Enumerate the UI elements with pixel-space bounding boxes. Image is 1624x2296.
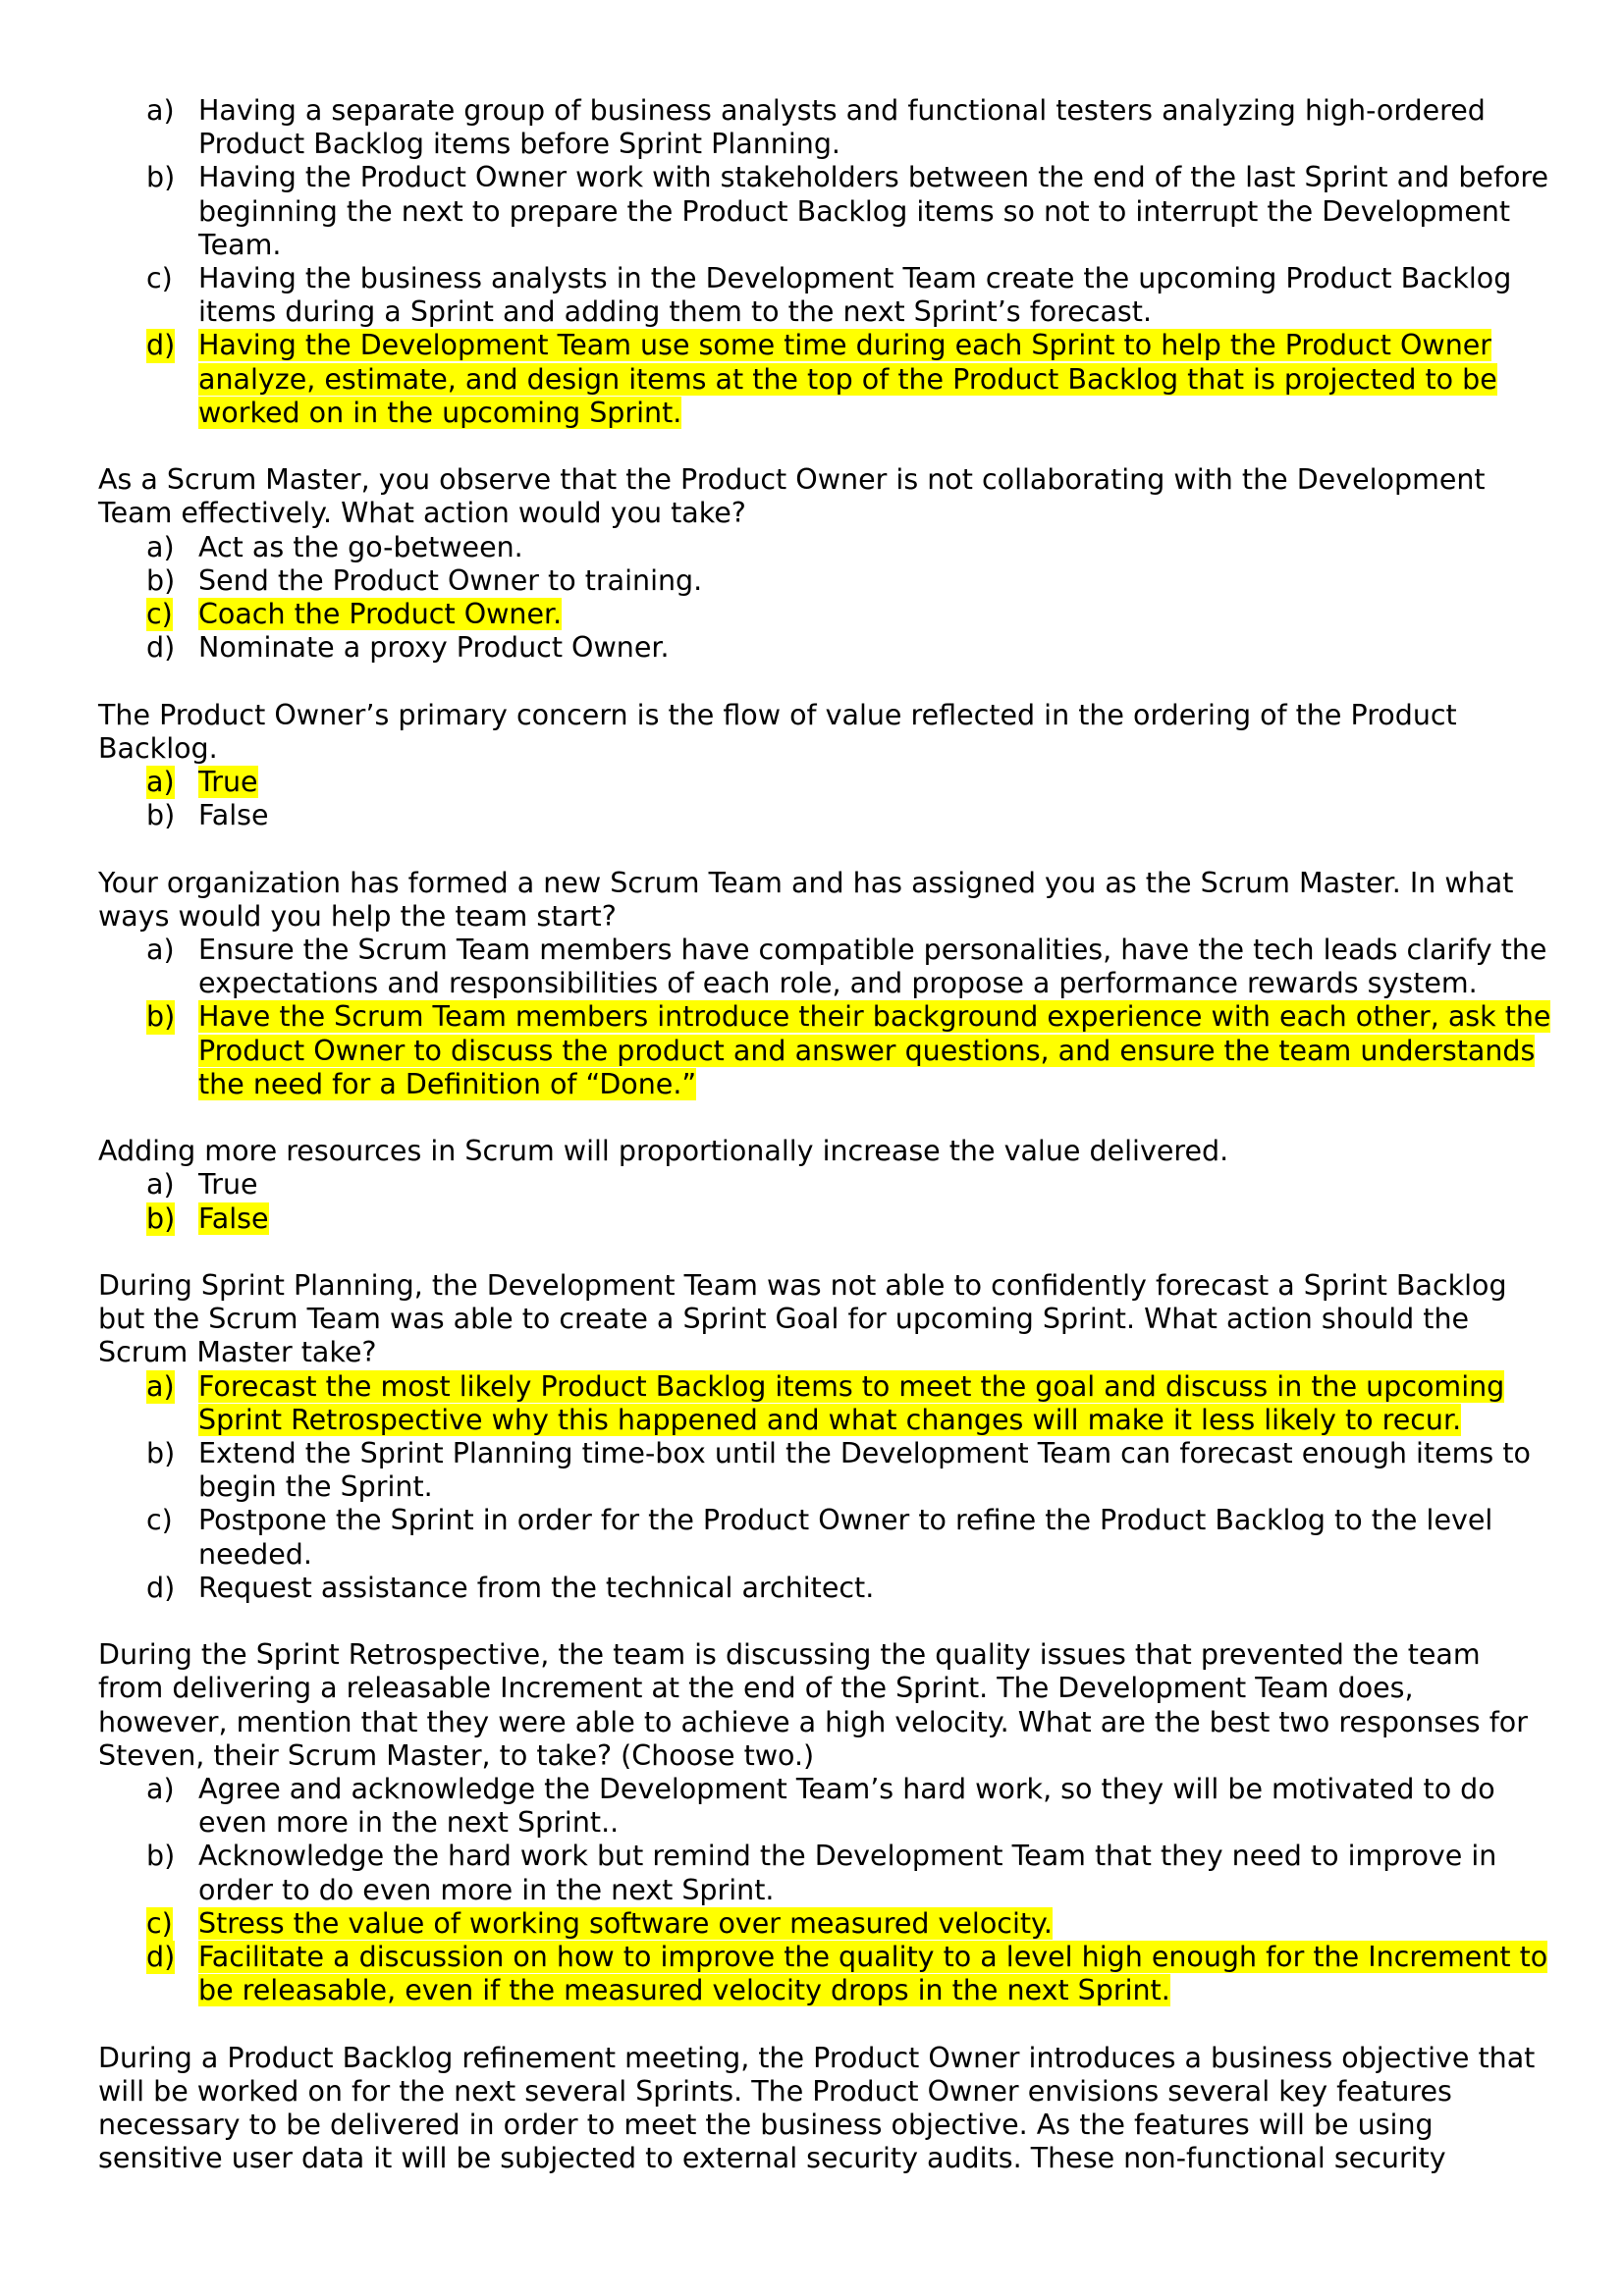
option-text-highlighted: Having the Development Team use some time during each Sprint to help the Product Owner analyze, estimate, and design items at the top of the Product Backlog that is projected to be worked on in the upcoming Sprint.: [198, 329, 1497, 429]
option-c: [98, 1504, 1551, 1571]
option-label: a): [146, 1369, 175, 1403]
option-text: Having the Product Owner work with stakeholders between the end of the last Sprint and before beginning the next to prepare the Product Backlog items so not to interrupt the Development Team.: [198, 161, 1549, 261]
option-label: c): [146, 1504, 173, 1537]
option-b: [98, 564, 1551, 598]
document-page: [98, 94, 1551, 2175]
question-stem: During Sprint Planning, the Development Team was not able to confidently forecast a Sprint Backlog but the Scrum Team was able to create a Sprint Goal for upcoming Sprint. What action should the Scrum Master take?: [98, 1269, 1507, 1369]
option-a: [98, 934, 1551, 1000]
option-label: a): [146, 530, 175, 563]
option-text-highlighted: Have the Scrum Team members introduce their background experience with each other, ask the Product Owner to discuss the product and answer questions, and ensure the team understands the need for a Definition of “Done.”: [198, 1000, 1551, 1100]
option-text: Act as the go-between.: [198, 530, 523, 563]
question-block: [98, 94, 1551, 430]
option-b: [98, 1437, 1551, 1504]
option-label: a): [146, 1773, 175, 1806]
option-text: Extend the Sprint Planning time-box until the Development Team can forecast enough items to begin the Sprint.: [198, 1437, 1531, 1504]
option-text: Postpone the Sprint in order for the Product Owner to refine the Product Backlog to the level needed.: [198, 1504, 1493, 1571]
option-text-highlighted: Stress the value of working software over measured velocity.: [198, 1906, 1053, 1940]
option-c-correct: [98, 1907, 1551, 1941]
option-d: [98, 1572, 1551, 1605]
option-d-correct: [98, 1941, 1551, 2007]
option-label: a): [146, 766, 175, 799]
option-c-correct: [98, 598, 1551, 631]
option-label: c): [146, 598, 173, 631]
option-label: d): [146, 1941, 176, 1974]
options-list: [98, 1168, 1551, 1235]
option-label: b): [146, 1437, 176, 1470]
trailing-question-stem: During a Product Backlog refinement meeting, the Product Owner introduces a business objective that will be worked on for the next several Sprints. The Product Owner envisions several key features necessary to be delivered in order to meet the business objective. As the features will be using sensitive user data it will be subjected to external security audits. These non-functional security: [98, 2041, 1536, 2175]
option-d-correct: [98, 329, 1551, 430]
question-block: [98, 463, 1551, 665]
question-block: [98, 1135, 1551, 1236]
question-block: [98, 1269, 1551, 1605]
option-label: b): [146, 1000, 176, 1034]
question-stem: Adding more resources in Scrum will proportionally increase the value delivered.: [98, 1135, 1229, 1168]
option-text: False: [198, 799, 269, 832]
option-b-correct: [98, 1202, 1551, 1236]
options-list: [98, 1370, 1551, 1605]
option-text: Acknowledge the hard work but remind the Development Team that they need to improve in order to do even more in the next Sprint.: [198, 1840, 1497, 1906]
question-stem: As a Scrum Master, you observe that the Product Owner is not collaborating with the Development Team effectively. What action would you take?: [98, 463, 1486, 530]
option-label: b): [146, 563, 176, 597]
option-label: b): [146, 799, 176, 832]
option-a: [98, 1773, 1551, 1840]
question-stem: Your organization has formed a new Scrum Team and has assigned you as the Scrum Master. In what ways would you help the team start?: [98, 866, 1514, 933]
options-list: [98, 934, 1551, 1101]
option-b: [98, 161, 1551, 262]
option-text-highlighted: False: [198, 1201, 269, 1235]
options-list: [98, 1773, 1551, 2007]
question-block: [98, 867, 1551, 1101]
question-stem: During the Sprint Retrospective, the team is discussing the quality issues that prevented the team from delivering a releasable Increment at the end of the Sprint. The Development Team does, however, mention that they were able to achieve a high velocity. What are the best two responses for Steven, their Scrum Master, to take? (Choose two.): [98, 1638, 1528, 1772]
option-label: d): [146, 1571, 176, 1604]
option-text: Send the Product Owner to training.: [198, 563, 703, 597]
question-stem: The Product Owner’s primary concern is the flow of value reflected in the ordering of the Product Backlog.: [98, 698, 1457, 765]
option-text-highlighted: Facilitate a discussion on how to improve the quality to a level high enough for the Increment to be releasable, even if the measured velocity drops in the next Sprint.: [198, 1941, 1548, 2007]
option-d: [98, 631, 1551, 665]
option-label: a): [146, 1168, 175, 1201]
option-a-correct: [98, 1370, 1551, 1437]
option-b: [98, 799, 1551, 832]
option-text: Request assistance from the technical architect.: [198, 1571, 875, 1604]
question-block: [98, 699, 1551, 833]
option-text-highlighted: Coach the Product Owner.: [198, 598, 563, 631]
option-text: True: [198, 1168, 258, 1201]
option-text-highlighted: True: [198, 766, 258, 799]
option-label: c): [146, 1906, 173, 1940]
option-b: [98, 1840, 1551, 1906]
option-a-correct: [98, 766, 1551, 799]
options-list: [98, 94, 1551, 430]
option-text: Having the business analysts in the Development Team create the upcoming Product Backlog items during a Sprint and adding them to the next Sprint’s forecast.: [198, 262, 1512, 329]
option-b-correct: [98, 1000, 1551, 1101]
options-list: [98, 766, 1551, 832]
option-label: a): [146, 934, 175, 967]
option-text: Having a separate group of business analysts and functional testers analyzing high-ordered Product Backlog items before Sprint Planning.: [198, 94, 1486, 161]
option-text: Nominate a proxy Product Owner.: [198, 631, 670, 665]
option-text: Agree and acknowledge the Development Team’s hard work, so they will be motivated to do even more in the next Sprint..: [198, 1773, 1495, 1840]
option-label: b): [146, 161, 176, 194]
option-a: [98, 531, 1551, 564]
option-label: b): [146, 1201, 176, 1235]
option-label: c): [146, 262, 173, 295]
option-a: [98, 94, 1551, 161]
question-block: [98, 1638, 1551, 2007]
option-label: d): [146, 329, 176, 362]
option-label: b): [146, 1840, 176, 1873]
option-label: d): [146, 631, 176, 665]
options-list: [98, 531, 1551, 666]
option-c: [98, 262, 1551, 329]
option-text-highlighted: Forecast the most likely Product Backlog items to meet the goal and discuss in the upcoming Sprint Retrospective why this happened and what changes will make it less likely to recur.: [198, 1369, 1505, 1436]
option-a: [98, 1168, 1551, 1201]
option-label: a): [146, 94, 175, 127]
option-text: Ensure the Scrum Team members have compatible personalities, have the tech leads clarify the expectations and responsibilities of each role, and propose a performance rewards system.: [198, 934, 1547, 1000]
